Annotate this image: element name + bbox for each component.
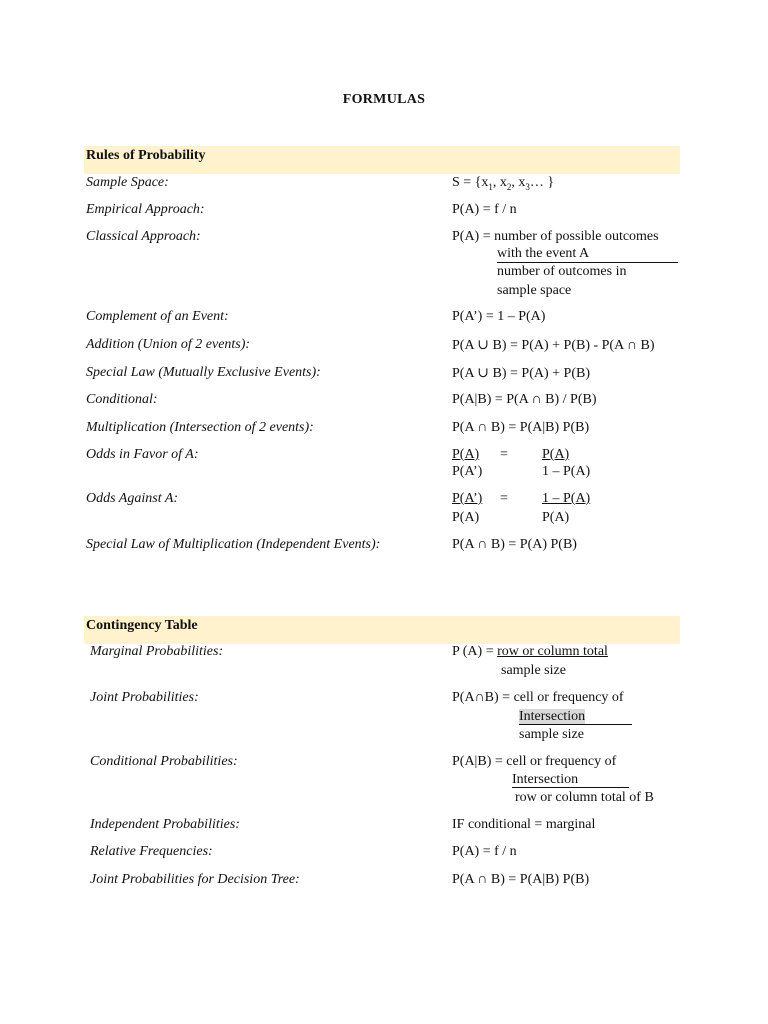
formula-conditional-prob: P(A|B) = cell or frequency of [452, 754, 617, 769]
odds-against-num1: P(A’) [452, 491, 483, 506]
odds-favor-den2: 1 – P(A) [542, 464, 591, 479]
label-conditional: Conditional: [86, 392, 158, 407]
formula-joint: P(A∩B) = cell or frequency of [452, 690, 624, 705]
fraction-bar [497, 262, 678, 263]
label-marginal: Marginal Probabilities: [90, 644, 224, 659]
formula-joint-den: sample size [519, 727, 584, 742]
odds-favor-den1: P(A’) [452, 464, 483, 479]
formula-joint-tree: P(A ∩ B) = P(A|B) P(B) [452, 872, 590, 887]
odds-against-equals: = [500, 491, 508, 506]
label-joint-tree: Joint Probabilities for Decision Tree: [90, 872, 300, 887]
label-addition: Addition (Union of 2 events): [86, 337, 251, 352]
formula-classical-lhs: P(A) = number of possible outcomes [452, 229, 659, 244]
formula-special-multiplication: P(A ∩ B) = P(A) P(B) [452, 537, 577, 552]
formula-multiplication: P(A ∩ B) = P(A|B) P(B) [452, 420, 590, 435]
formula-joint-intersection: Intersection [519, 709, 586, 724]
label-odds-favor: Odds in Favor of A: [86, 447, 199, 462]
section-heading-contingency: Contingency Table [86, 618, 198, 633]
fraction-bar [519, 724, 632, 725]
label-special-addition: Special Law (Mutually Exclusive Events): [86, 365, 321, 380]
formula-empirical: P(A) = f / n [452, 202, 517, 217]
formula-classical-numerator: with the event A [497, 246, 590, 261]
label-conditional-prob: Conditional Probabilities: [90, 754, 238, 769]
formula-conditional: P(A|B) = P(A ∩ B) / P(B) [452, 392, 597, 407]
odds-against-num2: 1 – P(A) [542, 491, 591, 506]
label-joint: Joint Probabilities: [90, 690, 199, 705]
label-independent: Independent Probabilities: [90, 817, 240, 832]
label-odds-against: Odds Against A: [86, 491, 179, 506]
label-sample-space: Sample Space: [86, 175, 169, 190]
label-complement: Complement of an Event: [86, 309, 229, 324]
formula-classical-den2: sample space [497, 283, 572, 298]
fraction-bar [512, 787, 629, 788]
label-multiplication: Multiplication (Intersection of 2 events): [86, 420, 314, 435]
odds-against-den1: P(A) [452, 510, 480, 525]
formula-classical-den1: number of outcomes in [497, 264, 627, 279]
formula-addition: P(A ∪ B) = P(A) + P(B) - P(A ∩ B) [452, 338, 655, 353]
formula-marginal: P (A) = row or column total [452, 644, 608, 659]
odds-against-den2: P(A) [542, 510, 570, 525]
odds-favor-num1: P(A) [452, 447, 480, 462]
formula-complement: P(A’) = 1 – P(A) [452, 309, 546, 324]
formula-conditional-den: row or column total of B [515, 790, 654, 805]
formula-special-addition: P(A ∪ B) = P(A) + P(B) [452, 366, 590, 381]
formula-conditional-intersection: Intersection [512, 772, 579, 787]
formula-marginal-den: sample size [501, 663, 566, 678]
section-heading-rules: Rules of Probability [86, 148, 206, 163]
label-special-multiplication: Special Law of Multiplication (Independent Events): [86, 537, 381, 552]
odds-favor-equals: = [500, 447, 508, 462]
page-title: FORMULAS [342, 92, 426, 107]
label-empirical: Empirical Approach: [86, 202, 205, 217]
odds-favor-num2: P(A) [542, 447, 570, 462]
formula-relative: P(A) = f / n [452, 844, 517, 859]
label-relative: Relative Frequencies: [90, 844, 213, 859]
formula-independent: IF conditional = marginal [452, 817, 596, 832]
label-classical: Classical Approach: [86, 229, 201, 244]
formula-sample-space: $S = \{x_1$, $x_2$, $x_3\dots$ } [452, 175, 555, 192]
